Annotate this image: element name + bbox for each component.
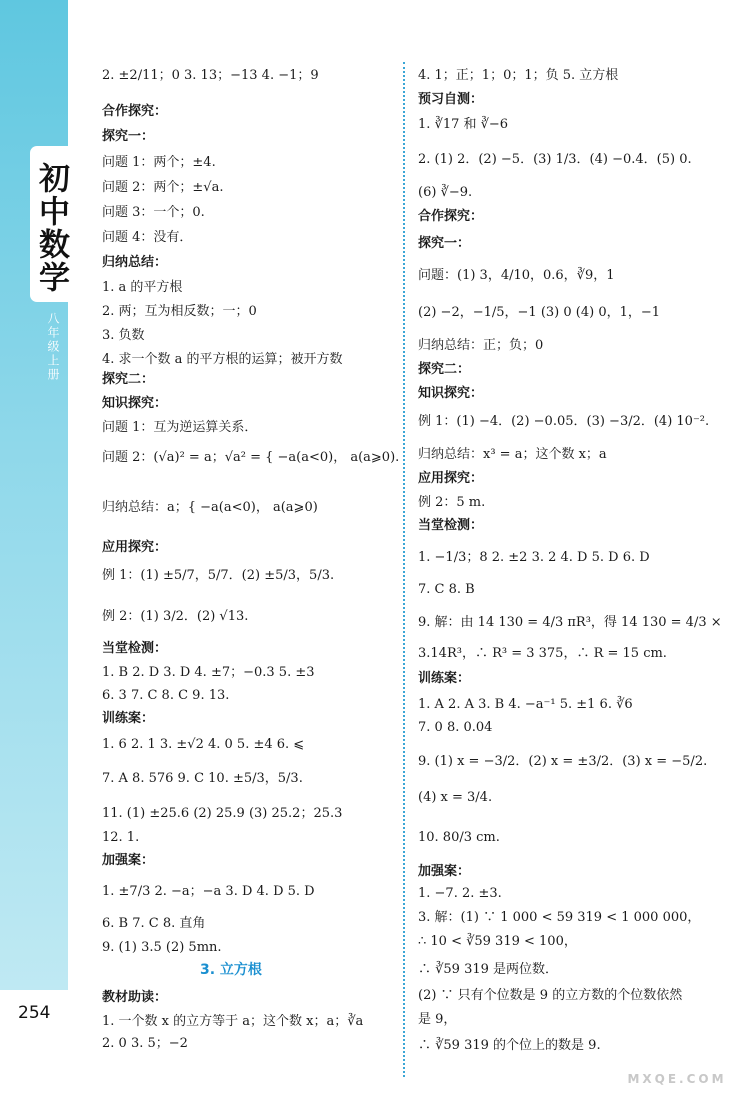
- answer-line: 2. (1) 2．(2) −5．(3) 1/3．(4) −0.4．(5) 0.: [418, 152, 692, 167]
- answer-line: 1. −1/3；8 2. ±2 3. 2 4. D 5. D 6. D: [418, 550, 650, 565]
- answer-line: 10. 80/3 cm.: [418, 830, 500, 845]
- section-heading: 训练案：: [418, 671, 471, 686]
- section-title: 3. 立方根: [200, 962, 262, 978]
- answer-line: 问题 2：两个；±√a.: [102, 180, 224, 195]
- answer-line: 例 2：5 m.: [418, 495, 486, 510]
- section-heading: 当堂检测：: [418, 518, 484, 533]
- page-number: 254: [18, 1003, 51, 1023]
- answer-line: 3. 负数: [102, 328, 145, 343]
- subject-title: 初中数学: [33, 162, 69, 294]
- answer-line: 3. 解：(1) ∵ 1 000 < 59 319 < 1 000 000，: [418, 910, 701, 925]
- answer-line: (6) ∛−9.: [418, 185, 473, 200]
- answer-line: 1. −7. 2. ±3.: [418, 886, 502, 901]
- answer-line: ∴ ∛59 319 的个位上的数是 9.: [418, 1038, 601, 1053]
- answer-line: 7. C 8. B: [418, 582, 475, 597]
- answer-line: 1. a 的平方根: [102, 280, 183, 295]
- section-heading: 探究二：: [418, 362, 471, 377]
- answer-line: 1. ∛17 和 ∛−6: [418, 117, 509, 132]
- answer-line: 1. 一个数 x 的立方等于 a；这个数 x；a；∛a: [102, 1014, 364, 1029]
- answer-line: 问题 4：没有．: [102, 230, 193, 245]
- answer-line: 问题 3：一个；0.: [102, 205, 205, 220]
- answer-line: 例 1：(1) ±5/7，5/7．(2) ±5/3，5/3.: [102, 568, 335, 583]
- watermark: MXQE.COM: [627, 1072, 727, 1086]
- section-heading: 应用探究：: [102, 540, 168, 555]
- section-heading: 探究一：: [418, 236, 471, 251]
- section-heading: 归纳总结：: [102, 255, 168, 270]
- answer-line: 7. A 8. 576 9. C 10. ±5/3，5/3.: [102, 771, 303, 786]
- answer-line: (2) −2，−1/5，−1 (3) 0 (4) 0，1，−1: [418, 305, 661, 320]
- answer-line: 9. (1) 3.5 (2) 5mn.: [102, 940, 222, 955]
- answer-line: 是 9，: [418, 1012, 457, 1027]
- section-heading: 预习自测：: [418, 92, 484, 107]
- answer-line: 问题 1：两个；±4.: [102, 155, 216, 170]
- answer-line: 例 1：(1) −4．(2) −0.05．(3) −3/2．(4) 10⁻².: [418, 414, 710, 429]
- section-heading: 加强案：: [102, 853, 155, 868]
- answer-line: (2) ∵ 只有个位数是 9 的立方数的个位数依然: [418, 988, 683, 1003]
- column-divider: [403, 62, 405, 1077]
- answer-line: 7. 0 8. 0.04: [418, 720, 493, 735]
- answer-line: ∴ ∛59 319 是两位数．: [418, 962, 559, 977]
- answer-line: 11. (1) ±25.6 (2) 25.9 (3) 25.2；25.3: [102, 806, 343, 821]
- grade-label: 八年级上册: [46, 312, 60, 382]
- answer-line: 3.14R³，∴ R³ = 3 375，∴ R = 15 cm.: [418, 646, 667, 661]
- answer-line: 问题 1：互为逆运算关系．: [102, 420, 258, 435]
- section-heading: 探究一：: [102, 129, 155, 144]
- answer-line: 4. 1；正；1；0；1；负 5. 立方根: [418, 68, 619, 83]
- section-heading: 知识探究：: [102, 396, 168, 411]
- answer-line: 问题：(1) 3，4/10，0.6，∛9，1: [418, 268, 615, 283]
- answer-line: 1. A 2. A 3. B 4. −a⁻¹ 5. ±1 6. ∛6: [418, 697, 633, 712]
- section-heading: 合作探究：: [102, 104, 168, 119]
- sidebar-band: [0, 0, 68, 990]
- answer-line: 2. 0 3. 5；−2: [102, 1036, 188, 1051]
- section-heading: 应用探究：: [418, 471, 484, 486]
- answer-line: 1. 6 2. 1 3. ±√2 4. 0 5. ±4 6. ⩽: [102, 737, 305, 752]
- section-heading: 合作探究：: [418, 209, 484, 224]
- answer-line: 问题 2：(√a)² = a；√a² = { −a(a<0)， a(a⩾0).: [102, 450, 400, 465]
- answer-line: 归纳总结：x³ = a；这个数 x；a: [418, 447, 607, 462]
- answer-line: 9. (1) x = −3/2．(2) x = ±3/2．(3) x = −5/2.: [418, 754, 708, 769]
- answer-line: 归纳总结：a；{ −a(a<0)， a(a⩾0): [102, 500, 318, 515]
- section-heading: 知识探究：: [418, 386, 484, 401]
- answer-line: 9. 解：由 14 130 = 4/3 πR³，得 14 130 = 4/3 ×: [418, 615, 722, 630]
- answer-line: ∴ 10 < ∛59 319 < 100，: [418, 934, 577, 949]
- answer-line: 6. B 7. C 8. 直角: [102, 916, 206, 931]
- section-heading: 教材助读：: [102, 990, 168, 1005]
- section-heading: 训练案：: [102, 711, 155, 726]
- answer-line: 6. 3 7. C 8. C 9. 13.: [102, 688, 230, 703]
- section-heading: 当堂检测：: [102, 641, 168, 656]
- answer-line: 归纳总结：正；负；0: [418, 338, 544, 353]
- answer-line: 12. 1.: [102, 830, 140, 845]
- answer-line: 2. 两；互为相反数；一；0: [102, 304, 257, 319]
- answer-line: 2. ±2/11；0 3. 13；−13 4. −1；9: [102, 68, 319, 83]
- answer-line: 1. B 2. D 3. D 4. ±7；−0.3 5. ±3: [102, 665, 315, 680]
- answer-line: 例 2：(1) 3/2．(2) √13.: [102, 609, 249, 624]
- section-heading: 加强案：: [418, 864, 471, 879]
- answer-line: (4) x = 3/4.: [418, 790, 493, 805]
- answer-line: 1. ±7/3 2. −a；−a 3. D 4. D 5. D: [102, 884, 315, 899]
- section-heading: 探究二：: [102, 372, 155, 387]
- answer-line: 4. 求一个数 a 的平方根的运算；被开方数: [102, 352, 343, 367]
